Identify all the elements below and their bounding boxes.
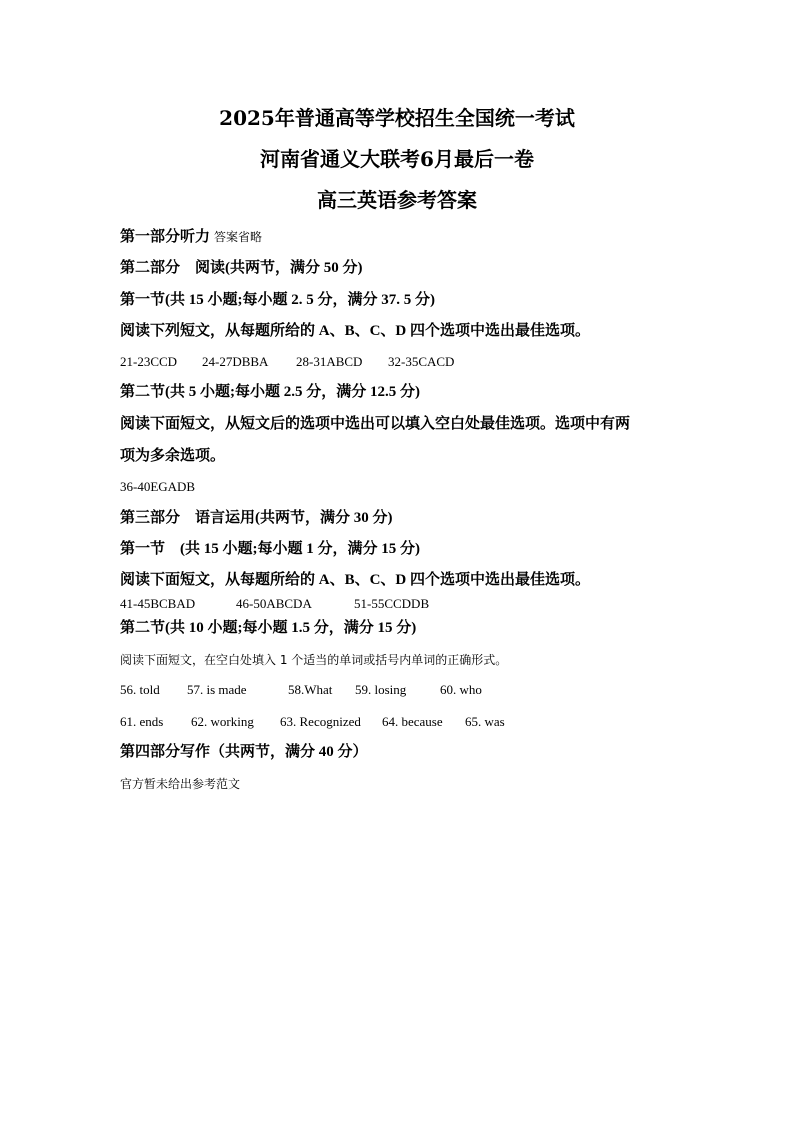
answer-item: 58.What — [288, 682, 333, 697]
answer-group: 41-45BCBAD — [120, 596, 196, 611]
answer-group: 21-23CCD — [120, 354, 178, 369]
part2-section2-instruction-line1: 阅读下面短文，从短文后的选项中选出可以填入空白处最佳选项。选项中有两 — [120, 416, 631, 432]
part1-heading: 第一部分听力 — [120, 229, 211, 245]
document-title: 高三英语参考答案 — [317, 188, 477, 212]
part1-note: 答案省略 — [214, 230, 263, 244]
answer-item: 57. is made — [187, 682, 247, 697]
part3-section2-instruction: 阅读下面短文，在空白处填入 1 个适当的单词或括号内单词的正确形式。 — [120, 653, 508, 667]
answer-group: 46-50ABCDA — [236, 596, 312, 611]
part2-heading: 第二部分 阅读(共两节，满分 50 分) — [120, 260, 363, 276]
part4-heading: 第四部分写作（共两节，满分 40 分） — [120, 744, 368, 760]
answer-item: 62. working — [191, 714, 254, 729]
answer-item: 59. losing — [355, 682, 407, 697]
part3-section2-heading: 第二节(共 10 小题;每小题 1.5 分，满分 15 分) — [120, 620, 417, 636]
answer-group: 51-55CCDDB — [354, 596, 430, 611]
answer-item: 56. told — [120, 682, 160, 697]
answer-item: 60. who — [440, 682, 482, 697]
part2-section2-instruction-line2: 项为多余选项。 — [120, 448, 226, 464]
part2-section1-heading: 第一节(共 15 小题;每小题 2. 5 分，满分 37. 5 分) — [120, 292, 435, 308]
part3-section1-heading: 第一节 (共 15 小题;每小题 1 分，满分 15 分) — [120, 541, 420, 557]
part3-heading: 第三部分 语言运用(共两节，满分 30 分) — [120, 510, 393, 526]
answer-item: 64. because — [382, 714, 443, 729]
exam-subtitle: 河南省通义大联考6月最后一卷 — [260, 147, 534, 171]
answer-group: 32-35CACD — [388, 354, 455, 369]
exam-title: 2025年普通高等学校招生全国统一考试 — [219, 106, 575, 130]
part1-line — [120, 227, 262, 247]
part3-section1-instruction: 阅读下面短文，从每题所给的 A、B、C、D 四个选项中选出最佳选项。 — [120, 572, 591, 588]
answer-item: 65. was — [465, 714, 505, 729]
answer-group: 24-27DBBA — [202, 354, 269, 369]
answer-group: 36-40EGADB — [120, 479, 196, 494]
answer-item: 63. Recognized — [280, 714, 361, 729]
answer-item: 61. ends — [120, 714, 164, 729]
part2-section1-instruction: 阅读下列短文，从每题所给的 A、B、C、D 四个选项中选出最佳选项。 — [120, 323, 591, 339]
answer-group: 28-31ABCD — [296, 354, 363, 369]
part2-section2-heading: 第二节(共 5 小题;每小题 2.5 分，满分 12.5 分) — [120, 384, 420, 400]
part4-note: 官方暂未给出参考范文 — [120, 777, 241, 791]
